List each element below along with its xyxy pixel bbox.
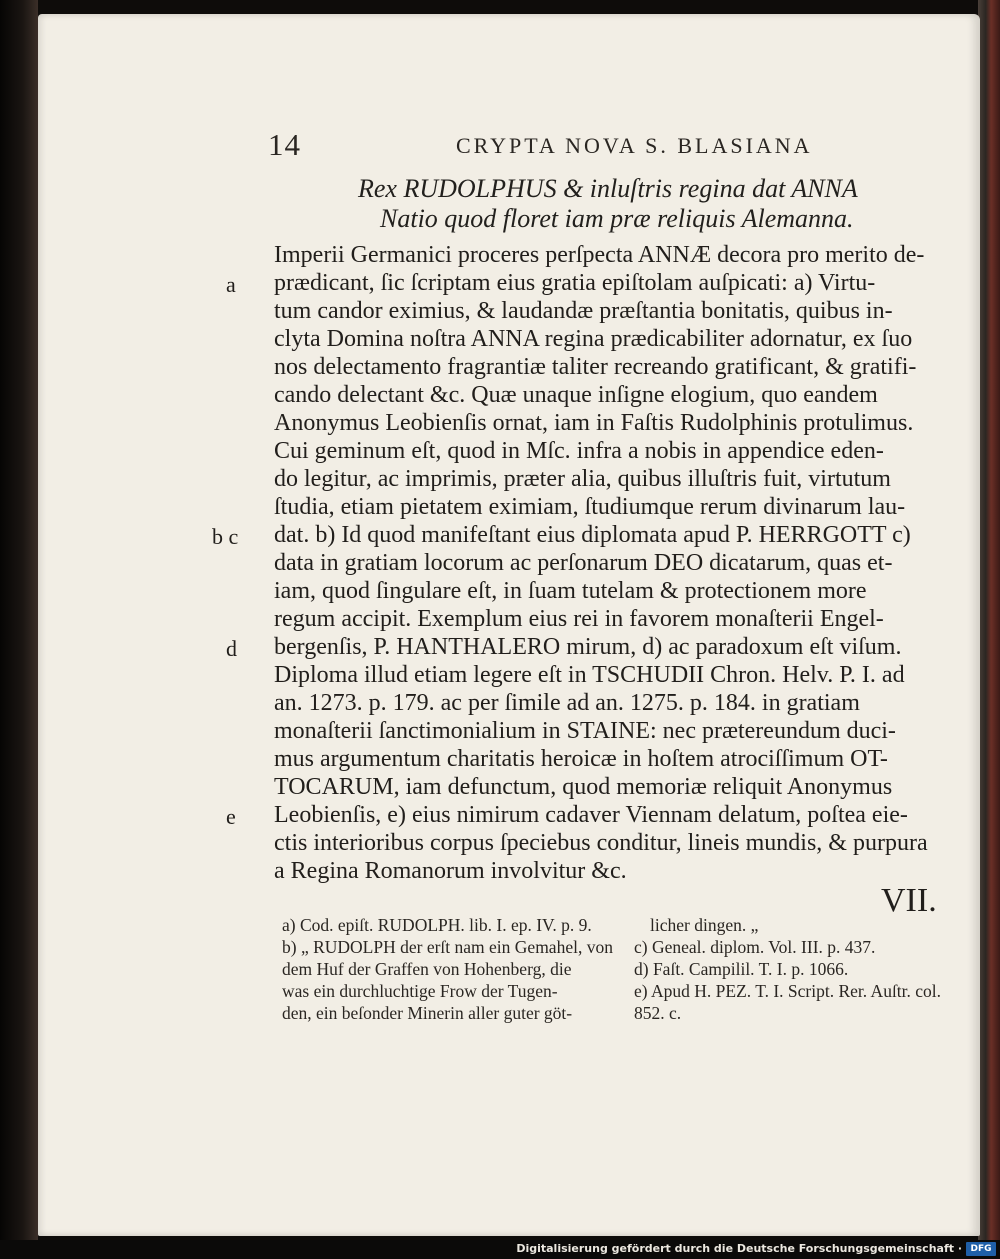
body-line: Cui geminum eſt, quod in Mſc. infra a nobis in appendice eden- — [274, 438, 884, 464]
body-line: ſtudia, etiam pietatem eximiam, ſtudiumque rerum divinarum lau- — [274, 494, 906, 520]
body-line: Imperii Germanici proceres perſpecta ANNÆ decora pro merito de- — [274, 242, 925, 268]
footnote-line: e) Apud H. PEZ. T. I. Script. Rer. Auſtr. col. — [634, 981, 942, 1001]
book-spine-left — [0, 0, 38, 1240]
body-line: data in gratiam locorum ac perſonarum DEO dicatarum, quas et- — [274, 550, 893, 576]
funding-notice: Digitalisierung gefördert durch die Deutsche Forschungsgemeinschaft · — [516, 1242, 962, 1255]
verse-line-2: Natio quod floret iam præ reliquis Alemanna. — [380, 204, 854, 233]
footnote-line: a) Cod. epiſt. RUDOLPH. lib. I. ep. IV. p. 9. — [282, 915, 592, 935]
body-line: a Regina Romanorum involvitur &c. — [274, 858, 627, 884]
body-line: ctis interioribus corpus ſpeciebus conditur, lineis mundis, & purpura — [274, 830, 928, 856]
margin-note-bc: b c — [212, 524, 239, 549]
body-line: clyta Domina noſtra ANNA regina prædicabiliter adornatur, ex ſuo — [274, 326, 913, 352]
body-line: Anonymus Leobienſis ornat, iam in Faſtis Rudolphinis protulimus. — [274, 410, 914, 436]
footnote-line: den, ein beſonder Minerin aller guter göt- — [282, 1003, 573, 1023]
page-number: 14 — [268, 127, 301, 162]
body-line: Leobienſis, e) eius nimirum cadaver Viennam delatum, poſtea eie- — [274, 802, 908, 828]
margin-note-a: a — [226, 272, 236, 297]
body-line: monaſterii ſanctimonialium in STAINE: nec prætereundum duci- — [274, 718, 896, 744]
footnote-line: 852. c. — [634, 1003, 682, 1023]
body-line: do legitur, ac imprimis, præter alia, quibus illuſtris fuit, virtutum — [274, 466, 891, 492]
footnote-line: d) Faſt. Campilil. T. I. p. 1066. — [634, 959, 849, 979]
margin-note-d: d — [226, 636, 237, 661]
body-line: nos delectamento fragrantiæ taliter recreando gratificant, & gratifi- — [274, 354, 917, 380]
section-heading: VII. — [881, 882, 937, 919]
body-line: dat. b) Id quod manifeſtant eius diplomata apud P. HERRGOTT c) — [274, 522, 911, 548]
footnote-line: c) Geneal. diplom. Vol. III. p. 437. — [634, 937, 876, 957]
body-line: mus argumentum charitatis heroicæ in hoſtem atrociſſimum OT- — [274, 746, 888, 772]
footnote-line: dem Huf der Graffen von Hohenberg, die — [282, 959, 572, 979]
margin-note-e: e — [226, 804, 236, 829]
footnote-line: licher dingen. „ — [650, 915, 759, 935]
body-line: regum accipit. Exemplum eius rei in favorem monaſterii Engel- — [274, 606, 884, 632]
body-line: Diploma illud etiam legere eſt in TSCHUDII Chron. Helv. P. I. ad — [274, 662, 905, 688]
body-line: iam, quod ſingulare eſt, in ſuam tutelam & protectionem more — [274, 578, 867, 604]
page-header — [38, 127, 980, 167]
body-line: bergenſis, P. HANTHALERO mirum, d) ac paradoxum eſt viſum. — [274, 634, 902, 660]
verse-line-1: Rex RUDOLPHUS & inluſtris regina dat ANNA — [358, 174, 858, 203]
book-page — [38, 14, 980, 1236]
body-line: TOCARUM, iam defunctum, quod memoriæ reliquit Anonymus — [274, 774, 893, 800]
footer-bar — [0, 1240, 1000, 1259]
footnote-line: was ein durchluchtige Frow der Tugen- — [282, 981, 558, 1001]
body-line: prædicant, ſic ſcriptam eius gratia epiſtolam auſpicati: a) Virtu- — [274, 270, 876, 296]
body-line: an. 1273. p. 179. ac per ſimile ad an. 1275. p. 184. in gratiam — [274, 690, 860, 716]
dfg-logo-icon: DFG — [966, 1242, 996, 1256]
running-title: CRYPTA NOVA S. BLASIANA — [456, 133, 813, 158]
footnote-line: b) „ RUDOLPH der erſt nam ein Gemahel, von — [282, 937, 613, 957]
body-line: cando delectant &c. Quæ unaque inſigne elogium, quo eandem — [274, 382, 878, 408]
body-line: tum candor eximius, & laudandæ præſtantia bonitatis, quibus in- — [274, 298, 893, 324]
book-edge-right — [978, 0, 1000, 1240]
